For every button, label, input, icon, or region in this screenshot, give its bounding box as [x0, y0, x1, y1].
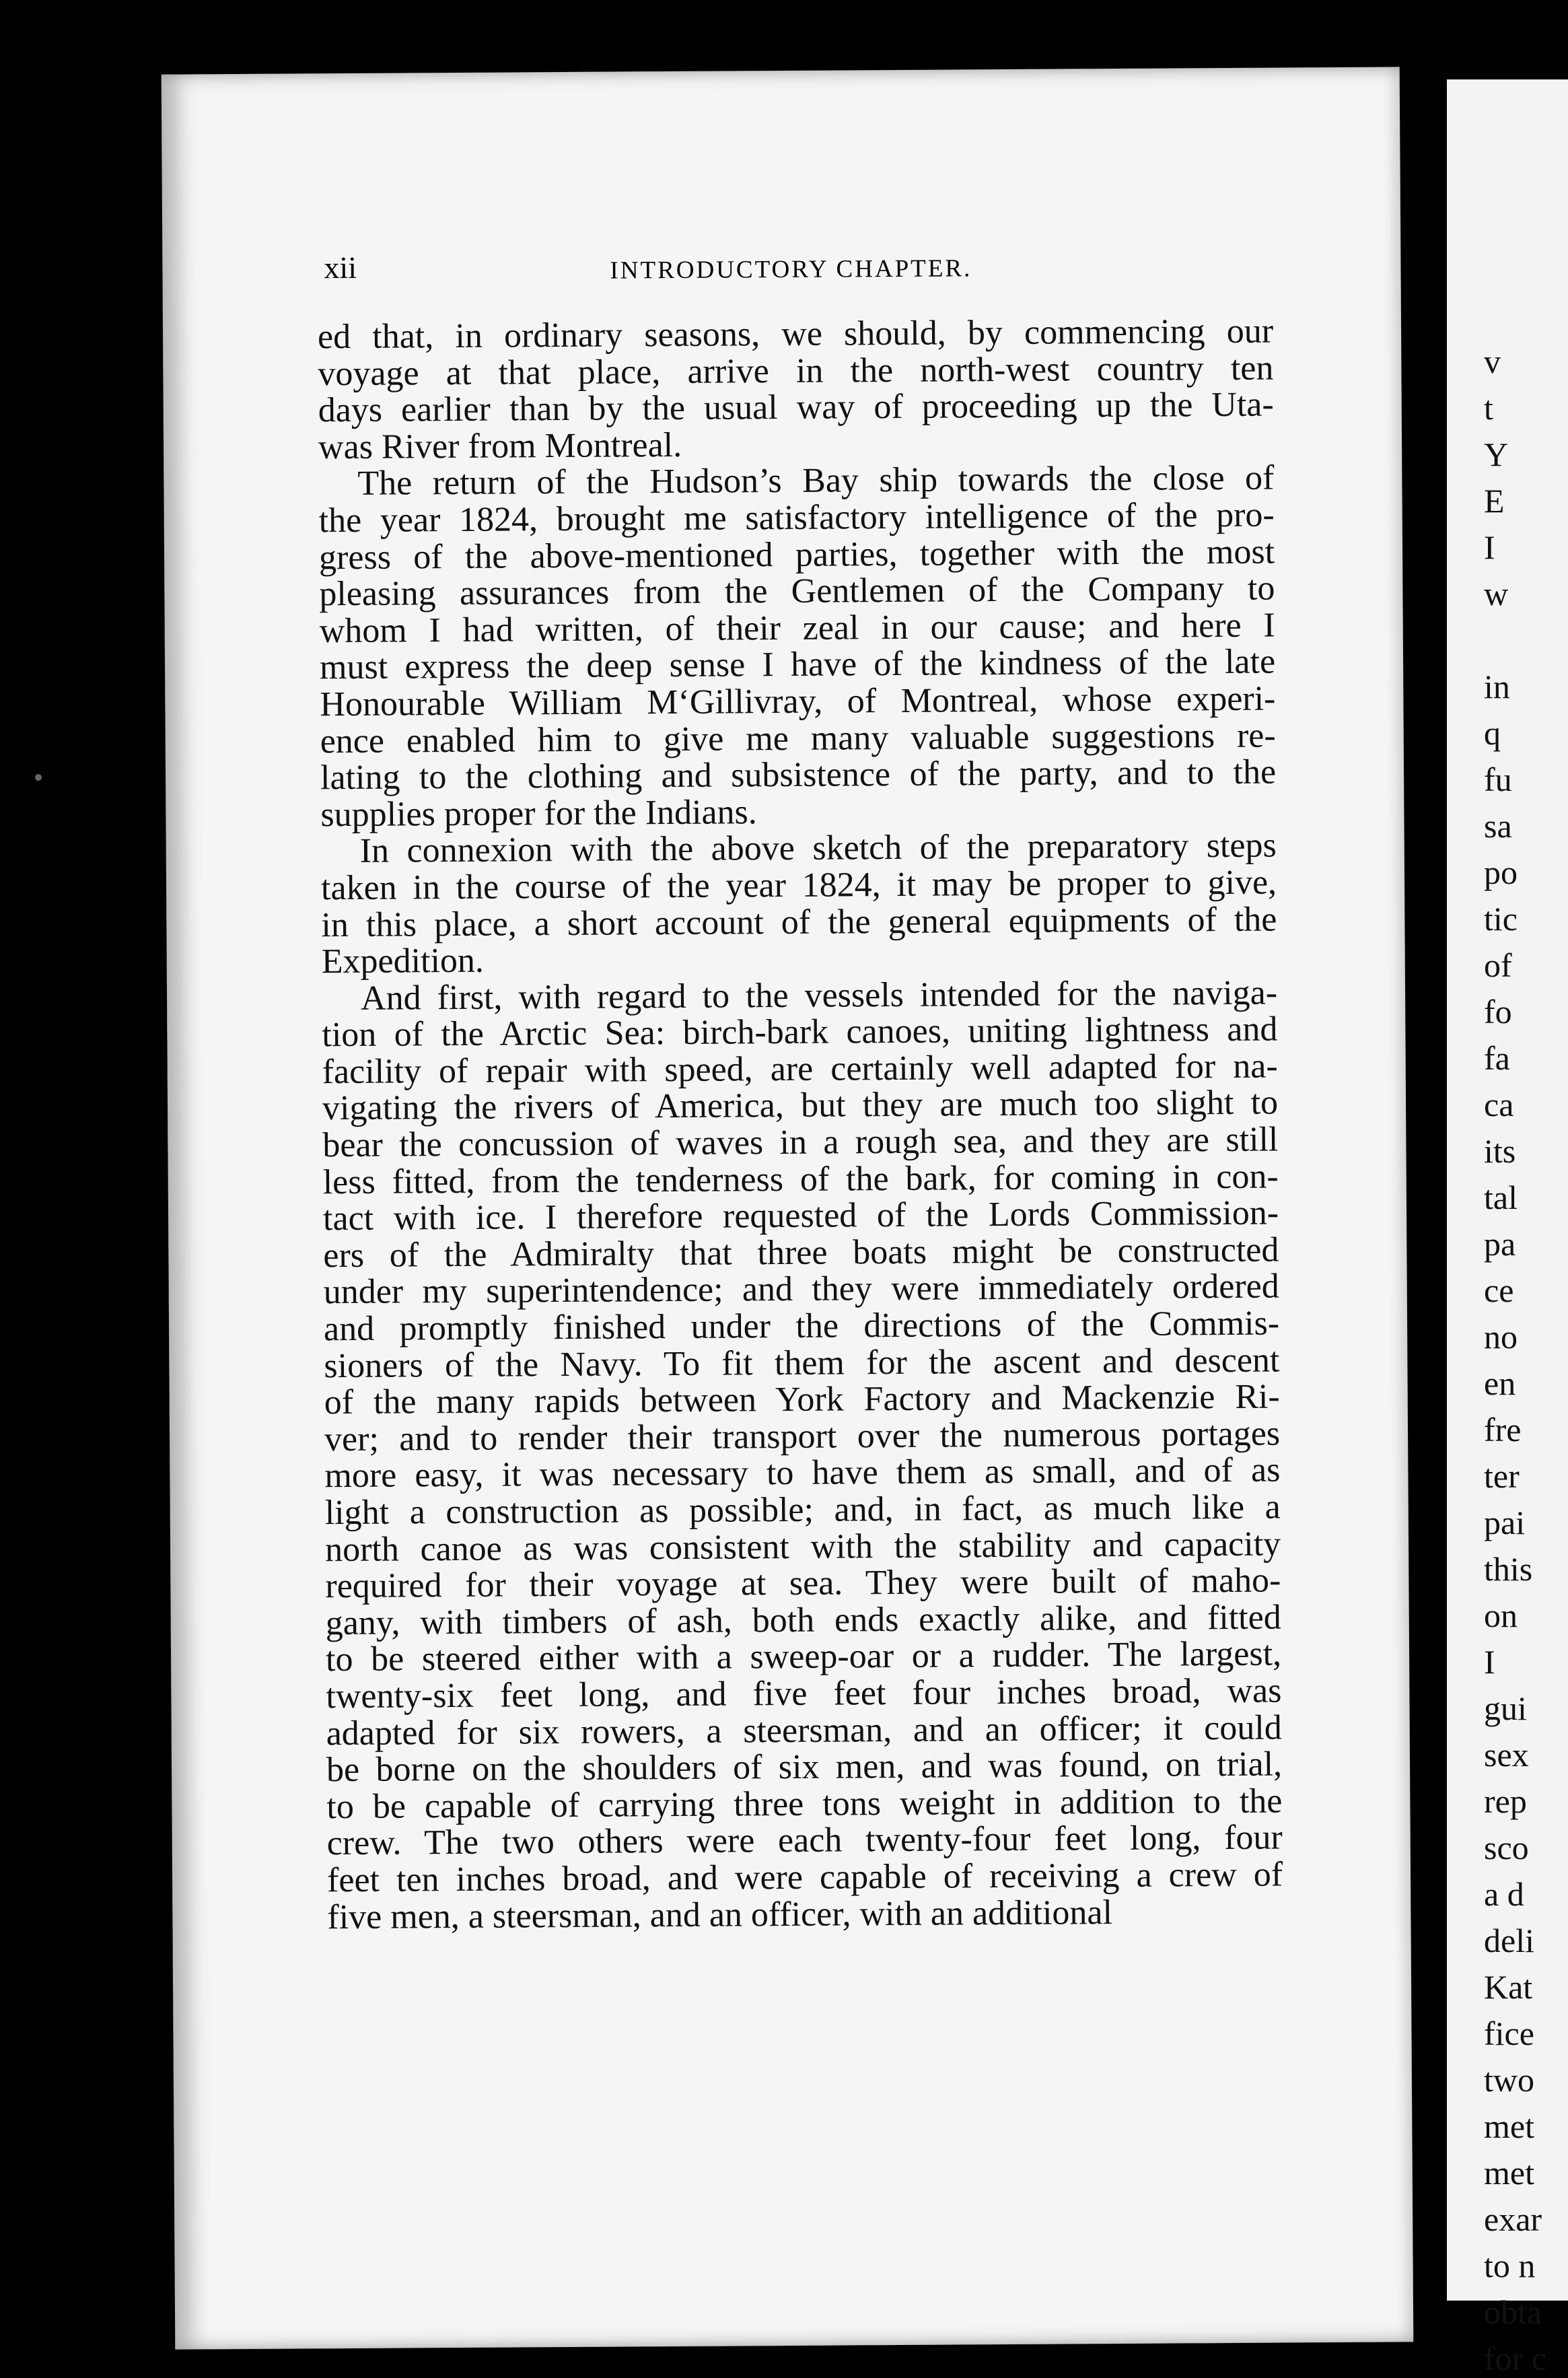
text-line: whom I had written, of their zeal in our cause; and here I: [319, 606, 1275, 650]
facing-page-edge: [1447, 79, 1568, 2377]
facing-page-fragment: ter: [1484, 1457, 1520, 1495]
facing-page-fragment: to n: [1484, 2247, 1536, 2284]
scan-speck: [35, 774, 42, 781]
facing-page-fragment: gui: [1484, 1689, 1527, 1727]
text-line: must express the deep sense I have of the kindness of the late: [319, 642, 1276, 687]
facing-page-fragment: in: [1484, 668, 1510, 705]
facing-page-fragment: sex: [1484, 1736, 1529, 1774]
running-head: INTRODUCTORY CHAPTER.: [610, 254, 972, 285]
facing-page-fragment: w: [1484, 575, 1509, 613]
text-line: ed that, in ordinary seasons, we should, by commencing our: [317, 312, 1274, 357]
text-line: twenty-six feet long, and five feet four inches broad, was: [326, 1671, 1282, 1716]
facing-page-fragment: exar: [1484, 2200, 1542, 2238]
text-line: five men, a steersman, and an officer, with an additional: [327, 1893, 1113, 1936]
text-line: voyage at that place, arrive in the north-west country ten: [318, 349, 1274, 393]
page-body: [318, 314, 1283, 1936]
facing-page-fragment: tic: [1484, 900, 1518, 938]
text-line: required for their voyage at sea. They were built of maho-: [325, 1561, 1281, 1606]
facing-page-fragment: ce: [1484, 1271, 1514, 1309]
facing-page-fragment: fo: [1484, 993, 1512, 1030]
text-line: feet ten inches broad, and were capable of receiving a crew of: [326, 1855, 1283, 1900]
facing-page-fragment: met: [1484, 2154, 1534, 2192]
facing-page-fragment: t: [1484, 389, 1493, 427]
text-line: In connexion with the above sketch of the preparatory steps: [359, 826, 1277, 871]
facing-page-fragment: a d: [1484, 1875, 1524, 1913]
text-line: gress of the above-mentioned parties, together with the most: [318, 532, 1275, 577]
facing-page-fragment: of: [1484, 946, 1512, 984]
facing-page-fragment: E: [1484, 482, 1505, 520]
facing-page-fragment: fice: [1484, 2015, 1534, 2052]
facing-page-fragment: obta: [1484, 2293, 1542, 2331]
text-line: to be steered either with a sweep-oar or a rudder. The largest,: [325, 1634, 1282, 1679]
facing-page-fragment: po: [1484, 853, 1518, 891]
text-line: north canoe as was consistent with the stability and capacity: [324, 1525, 1281, 1569]
facing-page-fragment: rep: [1484, 1782, 1527, 1820]
text-line: lating to the clothing and subsistence of the party, and to the: [320, 753, 1277, 798]
text-line: was River from Montreal.: [318, 425, 682, 467]
facing-page-fragment: en: [1484, 1364, 1516, 1402]
text-line: ver; and to render their transport over the numerous portages: [324, 1414, 1281, 1459]
facing-page-fragment: sco: [1484, 1829, 1529, 1866]
facing-page-fragment: tal: [1484, 1179, 1518, 1216]
text-line: of the many rapids between York Factory and Mackenzie Ri-: [324, 1377, 1280, 1422]
text-line: the year 1824, brought me satisfactory intelligence of the pro-: [318, 495, 1275, 540]
facing-page-fragment: Kat: [1484, 1968, 1533, 2006]
text-line: adapted for six rowers, a steersman, and an officer; it could: [326, 1708, 1282, 1753]
facing-page-fragment: ca: [1484, 1086, 1514, 1123]
text-line: vigating the rivers of America, but they are much too slight to: [322, 1084, 1279, 1128]
text-line: under my superintendence; and they were immediately ordered: [323, 1267, 1279, 1312]
facing-page-fragment: on: [1484, 1597, 1518, 1634]
text-line: more easy, it was necessary to have them as small, and of as: [324, 1450, 1281, 1496]
text-line: less fitted, from the tenderness of the bark, for coming in con-: [322, 1157, 1279, 1201]
facing-page-fragment: pai: [1484, 1504, 1526, 1541]
text-line: tion of the Arctic Sea: birch-bark canoes, uniting lightness and: [322, 1010, 1278, 1055]
text-line: gany, with timbers of ash, both ends exactly alike, and fitted: [325, 1598, 1281, 1642]
text-line: be borne on the shoulders of six men, and was found, on trial,: [326, 1745, 1283, 1790]
page-header: [162, 243, 1400, 285]
text-line: Honourable William M‘Gillivray, of Montreal, whose experi-: [320, 679, 1276, 724]
text-line: Expedition.: [321, 941, 485, 981]
facing-page-fragment: two: [1484, 2061, 1534, 2099]
facing-page-fragment: for c: [1484, 2340, 1546, 2377]
text-line: pleasing assurances from the Gentlemen of the Company to: [319, 569, 1275, 614]
facing-page-fragment: this: [1484, 1550, 1533, 1588]
book-page: [162, 67, 1414, 2349]
text-line: and promptly finished under the directions of the Commis-: [323, 1304, 1280, 1349]
facing-page-fragment: deli: [1484, 1922, 1534, 1959]
facing-page-fragment: met: [1484, 2107, 1534, 2145]
facing-page-fragment: pa: [1484, 1225, 1516, 1263]
facing-page-fragment: sa: [1484, 807, 1512, 845]
facing-page-fragment: q: [1484, 714, 1501, 752]
facing-page-fragment: fre: [1484, 1411, 1522, 1448]
facing-page-fragment: fa: [1484, 1039, 1510, 1077]
text-line: tact with ice. I therefore requested of the Lords Commission-: [322, 1193, 1279, 1238]
facing-page-fragment: fu: [1484, 761, 1512, 798]
text-line: to be capable of carrying three tons weight in addition to the: [326, 1782, 1283, 1826]
text-line: crew. The two others were each twenty-four feet long, four: [326, 1818, 1283, 1863]
facing-page-fragment: v: [1484, 343, 1501, 380]
facing-page-fragment: Y: [1484, 435, 1509, 473]
text-line: sioners of the Navy. To fit them for the ascent and descent: [324, 1341, 1280, 1385]
text-line: supplies proper for the Indians.: [320, 792, 757, 834]
facing-page-fragment: I: [1484, 528, 1495, 566]
facing-page-fragment: no: [1484, 1318, 1518, 1356]
text-line: light a construction as possible; and, in fact, as much like a: [324, 1488, 1281, 1533]
text-line: bear the concussion of waves in a rough sea, and they are still: [322, 1120, 1279, 1165]
text-line: ers of the Admiralty that three boats might be constructed: [323, 1230, 1279, 1275]
text-line: days earlier than by the usual way of proceeding up the Uta-: [318, 385, 1274, 430]
text-line: facility of repair with speed, are certainly well adapted for na-: [322, 1047, 1278, 1092]
text-line: taken in the course of the year 1824, it may be proper to give,: [320, 863, 1277, 908]
text-line: ence enabled him to give me many valuable suggestions re-: [320, 716, 1276, 761]
text-line: The return of the Hudson’s Bay ship towards the close of: [357, 458, 1275, 503]
facing-page-fragment: I: [1484, 1643, 1495, 1681]
page-number: xii: [324, 250, 357, 285]
text-line: And first, with regard to the vessels intended for the naviga-: [360, 973, 1278, 1018]
facing-page-fragment: its: [1484, 1132, 1516, 1170]
book-gutter: [1406, 0, 1447, 2364]
text-line: in this place, a short account of the general equipments of the: [321, 900, 1277, 944]
